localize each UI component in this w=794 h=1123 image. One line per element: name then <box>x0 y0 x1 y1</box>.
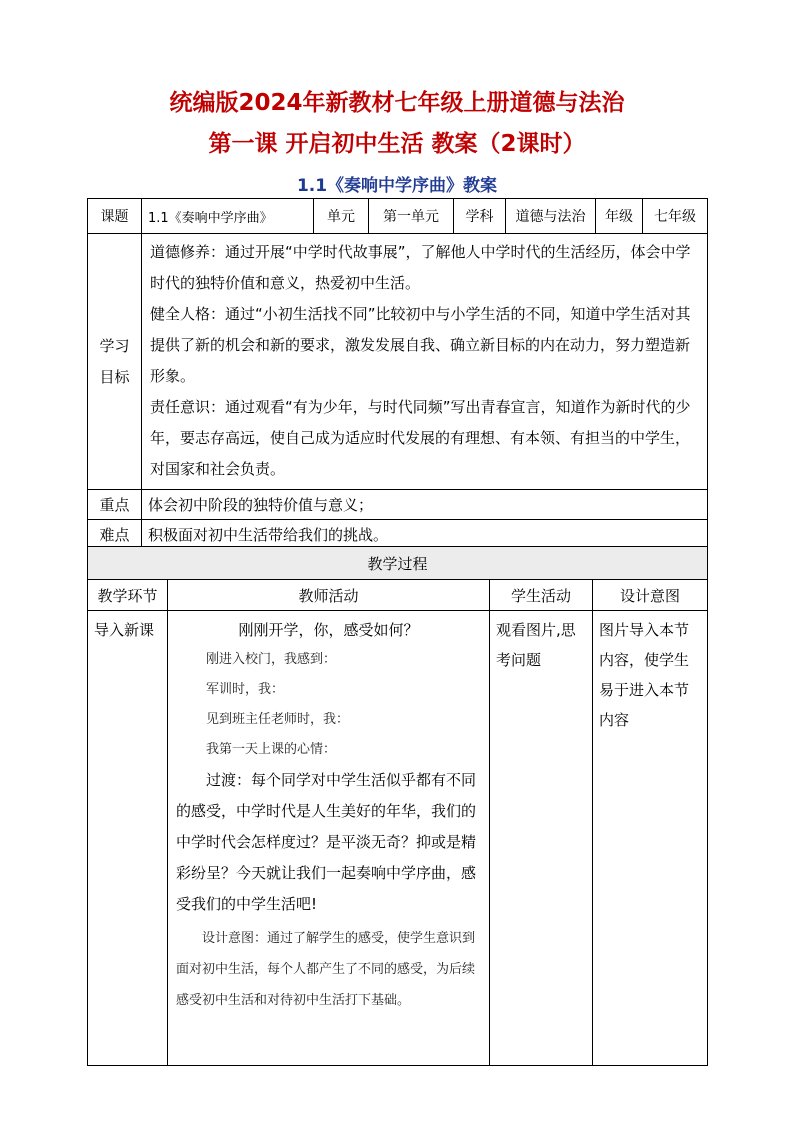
process-header-row <box>88 547 708 580</box>
objectives-row <box>88 234 708 490</box>
key-point-label: 重点 <box>88 490 142 520</box>
objectives-content <box>142 234 708 490</box>
lesson-title: 1.1《奏响中学序曲》教案 <box>296 176 498 196</box>
teacher-activity-cell <box>168 611 490 1066</box>
column-header-stage: 教学环节 <box>88 580 168 611</box>
document-subtitle: 第一课 开启初中生活 教案（2课时） <box>208 131 586 157</box>
column-header-intent: 设计意图 <box>593 580 708 611</box>
stage-cell: 导入新课 <box>88 611 168 1066</box>
grade-label: 年级 <box>596 199 643 234</box>
subject-value: 道德与法治 <box>506 199 596 234</box>
topic-label: 课题 <box>88 199 142 234</box>
key-point-value: 体会初中阶段的独特价值与意义； <box>142 490 708 520</box>
key-point-row <box>88 490 708 520</box>
unit-label: 单元 <box>314 199 369 234</box>
objective-personality: 健全人格：通过“小初生活找不同”比较初中与小学生活的不同，知道中学生活对其提供了新的机会和新的要求，激发发展自我、确立新目标的内在动力，努力塑造新形象。 <box>150 305 691 385</box>
column-header-student: 学生活动 <box>490 580 593 611</box>
difficulty-row <box>88 520 708 550</box>
teacher-design-intent: 设计意图：通过了解学生的感受，使学生意识到面对初中生活，每个人都产生了不同的感受，为后续感受初中生活和对待初中生活打下基础。 <box>176 931 476 1008</box>
unit-value: 第一单元 <box>369 199 454 234</box>
lesson-info-table <box>87 198 708 550</box>
objectives-label-line1: 学习 <box>99 336 130 355</box>
column-header-row <box>88 580 708 611</box>
teaching-process-table <box>87 546 708 1066</box>
topic-value: 1.1《奏响中学序曲》 <box>142 199 314 234</box>
objectives-label-line2: 目标 <box>99 367 130 386</box>
grade-value: 七年级 <box>643 199 708 234</box>
column-header-teacher: 教师活动 <box>168 580 490 611</box>
teacher-prompt: 见到班主任老师时，我： <box>206 712 350 727</box>
objective-responsibility: 责任意识：通过观看“有为少年，与时代同频”写出青春宣言，知道作为新时代的少年，要志存高远，使自己成为适应时代发展的有理想、有本领、有担当的中学生，对国家和社会负责。 <box>150 398 691 478</box>
difficulty-value: 积极面对初中生活带给我们的挑战。 <box>142 520 708 550</box>
lesson-info-row <box>88 199 708 234</box>
teacher-prompt: 军训时，我： <box>206 682 285 697</box>
student-activity-cell: 观看图片,思考问题 <box>490 611 593 1066</box>
difficulty-label: 难点 <box>88 520 142 550</box>
process-header: 教学过程 <box>88 547 708 580</box>
teacher-prompt: 刚进入校门，我感到： <box>206 652 337 667</box>
teacher-question: 刚刚开学，你，感受如何？ <box>238 621 419 639</box>
objectives-label <box>88 234 142 490</box>
objective-moral: 道德修养：通过开展“中学时代故事展”，了解他人中学时代的生活经历，体会中学时代的独特价值和意义，热爱初中生活。 <box>150 243 691 292</box>
document-title: 统编版2024年新教材七年级上册道德与法治 <box>169 90 625 116</box>
subject-label: 学科 <box>454 199 506 234</box>
design-intent-cell: 图片导入本节内容，使学生易于进入本节内容 <box>593 611 708 1066</box>
teacher-prompt: 我第一天上课的心情： <box>206 742 337 757</box>
teacher-transition: 过渡：每个同学对中学生活似乎都有不同的感受，中学时代是人生美好的年华，我们的中学时代会怎样度过？是平淡无奇？抑或是精彩纷呈？今天就让我们一起奏响中学序曲，感受我们的中学生活吧! <box>176 771 477 913</box>
process-row-intro <box>88 611 708 1066</box>
